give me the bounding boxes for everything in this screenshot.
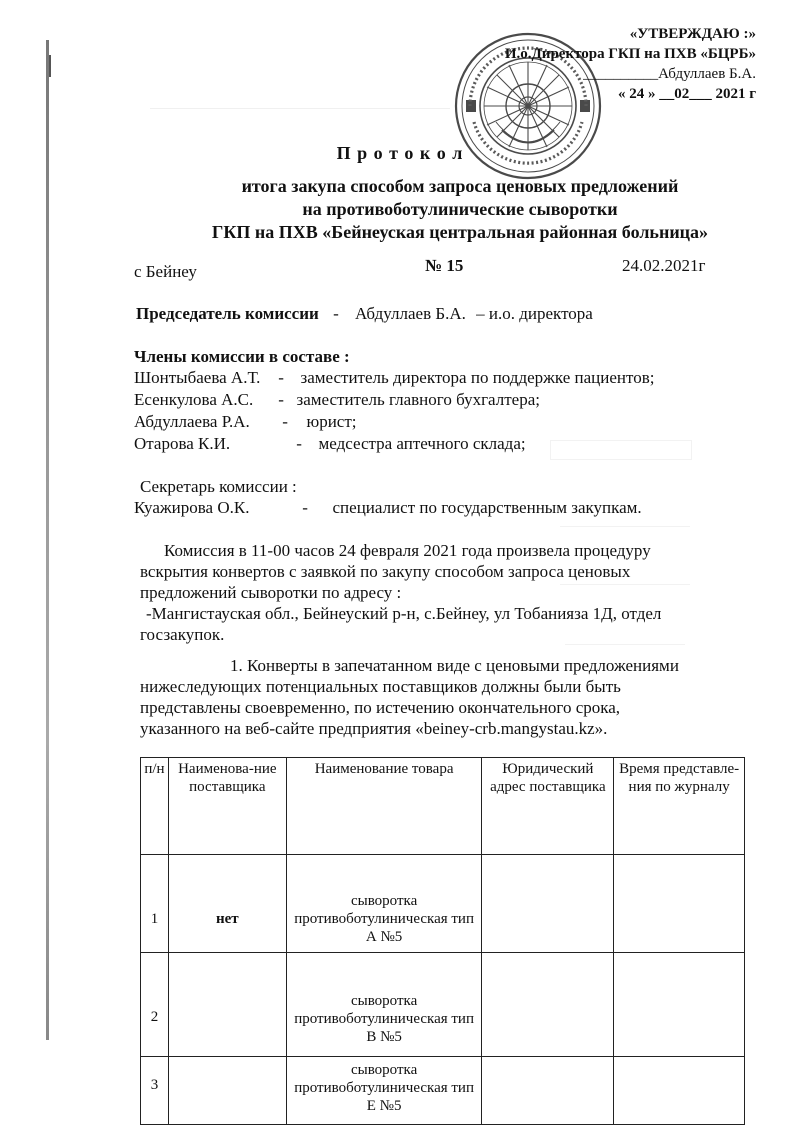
chairman-dash: - [333, 304, 339, 323]
paragraph-line: вскрытия конвертов с заявкой по закупу способом запроса ценовых [140, 562, 631, 581]
bleed-through-box [550, 440, 692, 460]
paragraph-line: предложений сыворотки по адресу : [140, 583, 402, 602]
paragraph-envelopes [140, 655, 746, 739]
document-heading: П р о т о к о л [336, 143, 464, 163]
row-product: сыворотка противоботулиническая тип В №5 [286, 953, 482, 1057]
chairman-label: Председатель комиссии [136, 304, 319, 323]
paragraph-line: Комиссия в 11-00 часов 24 февраля 2021 года произвела процедуру [164, 541, 651, 560]
member-role: юрист; [306, 412, 357, 431]
secretary-row [134, 498, 642, 518]
protocol-date: 24.02.2021г [622, 256, 706, 275]
member-dash: - [296, 434, 302, 453]
chairman-name: Абдуллаев Б.А. [354, 304, 466, 323]
document-title-line1: итога закупа способом запроса ценовых предложений [241, 176, 679, 196]
table-row [141, 953, 745, 1057]
row-number: 3 [141, 1057, 169, 1125]
member-dash: - [278, 390, 284, 409]
members-heading: Члены комиссии в составе : [134, 347, 350, 366]
approval-signature: __________Абдуллаев Б.А. [583, 66, 756, 82]
paragraph-line: госзакупок. [140, 625, 225, 644]
table-row [141, 1057, 745, 1125]
approval-date: « 24 » __02___ 2021 г [617, 86, 756, 102]
scan-mark [49, 55, 51, 77]
secretary-name: Куажирова О.К. [134, 498, 250, 517]
paragraph-line: представлены своевременно, по истечению окончательного срока, [140, 698, 621, 717]
table-header-cell: Наименование товара [286, 758, 482, 855]
chairman-line [136, 304, 593, 324]
table-header-cell: Юридический адрес поставщика [482, 758, 614, 855]
row-address [482, 953, 614, 1057]
row-number: 2 [141, 953, 169, 1057]
member-row [134, 412, 357, 432]
row-time [614, 855, 745, 953]
member-role: заместитель главного бухгалтера; [296, 390, 540, 409]
suppliers-table [140, 757, 745, 1125]
table-row [141, 855, 745, 953]
table-header-cell: Время представле-ния по журналу [614, 758, 745, 855]
chairman-role: – и.о. директора [476, 304, 593, 323]
member-dash: - [278, 368, 284, 387]
member-row [134, 390, 540, 410]
secretary-dash: - [302, 498, 308, 517]
table-header-row [141, 758, 745, 855]
row-supplier [168, 953, 286, 1057]
secretary-label: Секретарь комиссии : [140, 477, 297, 496]
approval-position: И.о.Директора ГКП на ПХВ «БЦРБ» [504, 46, 756, 62]
row-number: 1 [141, 855, 169, 953]
member-name: Абдуллаева Р.А. [134, 412, 250, 431]
paragraph-line: -Мангистауская обл., Бейнеуский р-н, с.Бейнеу, ул Тобанияза 1Д, отдел [146, 604, 662, 623]
place: с Бейнеу [134, 262, 197, 281]
row-time [614, 953, 745, 1057]
document-title-line2: на противоботулинические сыворотки [302, 199, 618, 219]
table-header-cell: Наименова-ние поставщика [168, 758, 286, 855]
paragraph-number: 1. [230, 656, 243, 675]
member-name: Отарова К.И. [134, 434, 231, 453]
member-row [134, 368, 654, 388]
paragraph-opening [140, 540, 746, 645]
member-role: заместитель директора по поддержке пациентов; [300, 368, 655, 387]
row-product: сыворотка противоботулиническая тип А №5 [286, 855, 482, 953]
row-supplier: нет [168, 855, 286, 953]
member-name: Есенкулова А.С. [134, 390, 254, 409]
member-dash: - [282, 412, 288, 431]
document-title-line3: ГКП на ПХВ «Бейнеуская центральная районная больница» [211, 222, 709, 242]
paragraph-text: Конверты в запечатанном виде с ценовыми предложениями [247, 656, 679, 675]
row-time [614, 1057, 745, 1125]
protocol-number: № 15 [425, 256, 464, 275]
approval-heading: «УТВЕРЖДАЮ :» [629, 26, 756, 42]
row-product: сыворотка противоботулиническая тип Е №5 [286, 1057, 482, 1125]
row-supplier [168, 1057, 286, 1125]
approval-block [396, 24, 756, 104]
secretary-role: специалист по государственным закупкам. [332, 498, 642, 517]
row-address [482, 855, 614, 953]
paragraph-line: нижеследующих потенциальных поставщиков должны были быть [140, 677, 621, 696]
member-name: Шонтыбаева А.Т. [134, 368, 261, 387]
row-address [482, 1057, 614, 1125]
paragraph-line [140, 655, 746, 676]
member-role: медсестра аптечного склада; [318, 434, 526, 453]
paragraph-line: указанного на веб-сайте предприятия «beiney-crb.mangystau.kz». [140, 719, 608, 738]
member-row [134, 434, 526, 454]
table-header-cell: п/н [141, 758, 169, 855]
